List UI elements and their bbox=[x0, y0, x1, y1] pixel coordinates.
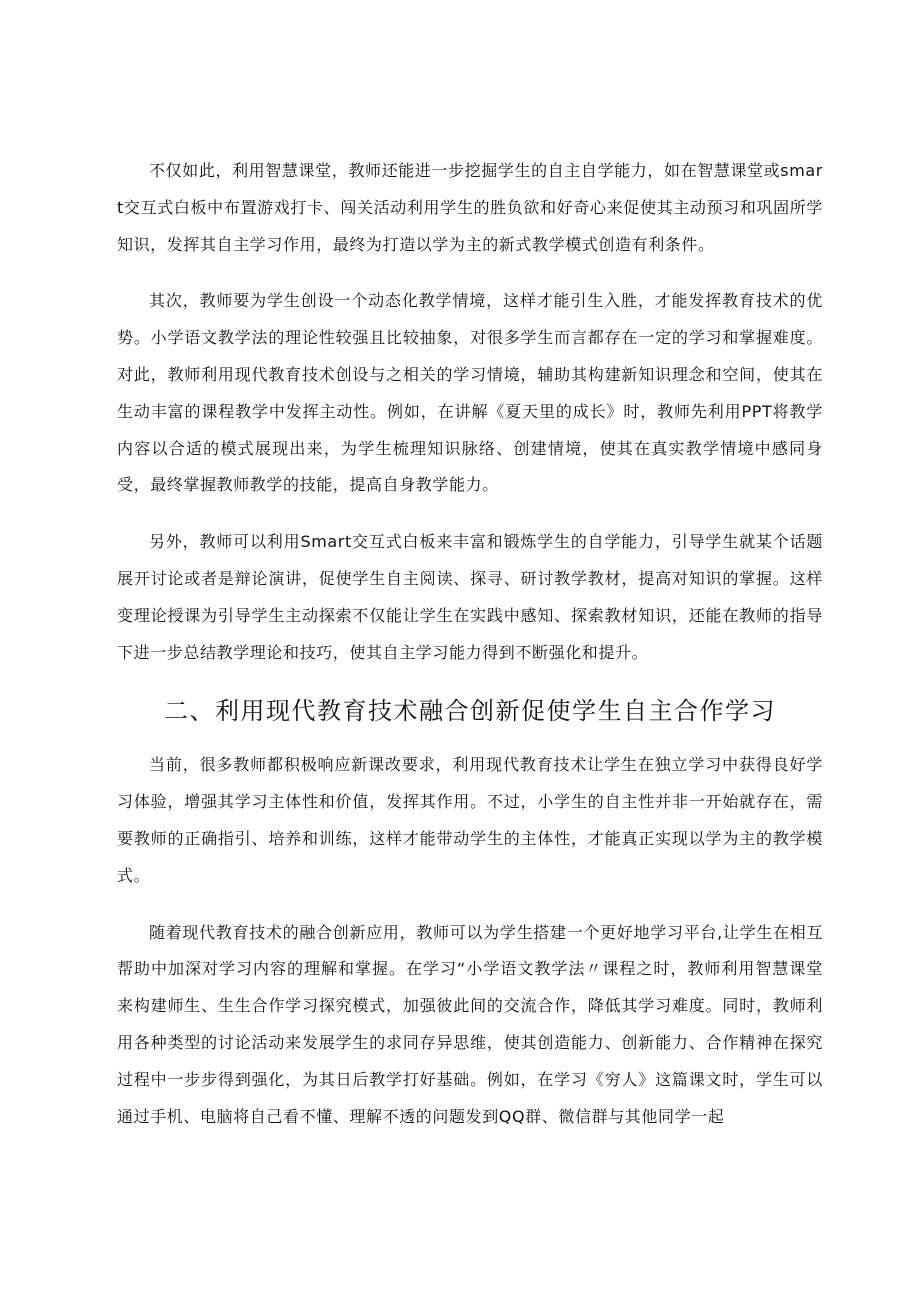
document-body bbox=[117, 153, 823, 1135]
paragraph-新课改要求: 当前，很多教师都积极响应新课改要求，利用现代教育技术让学生在独立学习中获得良好学习体验，增强其学习主体性和价值，发挥其作用。不过，小学生的自主性并非一开始就存在，需要教师的正确指引、培养和训练，这样才能带动学生的主体性，才能真正实现以学为主的教学模式。 bbox=[117, 755, 823, 885]
paragraph-智慧课堂-自主自学: 不仅如此，利用智慧课堂，教师还能进一步挖掘学生的自主自学能力，如在智慧课堂或smart交互式白板中布置游戏打卡、闯关活动利用学生的胜负欲和好奇心来促使其主动预习和巩固所学知识，发挥其自主学习作用，最终为打造以学为主的新式教学模式创造有利条件。 bbox=[117, 161, 823, 254]
paragraph-动态化教学情境: 其次，教师要为学生创设一个动态化教学情境，这样才能引生入胜，才能发挥教育技术的优势。小学语文教学法的理论性较强且比较抽象，对很多学生而言都存在一定的学习和掌握难度。对此，教师利用现代教育技术创设与之相关的学习情境，辅助其构建新知识理念和空间，使其在生动丰富的课程教学中发挥主动性。例如，在讲解《夏天里的成长》时，教师先利用PPT将教学内容以合适的模式展现出来，为学生梳理知识脉络、创建情境，使其在真实教学情境中感同身受，最终掌握教师教学的技能，提高自身教学能力。 bbox=[117, 291, 823, 495]
paragraph-融合创新应用: 随着现代教育技术的融合创新应用，教师可以为学生搭建一个更好地学习平台,让学生在相互帮助中加深对学习内容的理解和掌握。在学习“小学语文教学法〃课程之时，教师利用智慧课堂来构建师生、生生合作学习探究模式，加强彼此间的交流合作，降低其学习难度。同时，教师利用各种类型的讨论活动来发展学生的求同存异思维，使其创造能力、创新能力、合作精神在探究过程中一步步得到强化，为其日后教学打好基础。例如，在学习《穷人》这篇课文时，学生可以通过手机、电脑将自己看不懂、理解不透的问题发到QQ群、微信群与其他同学一起 bbox=[117, 922, 823, 1126]
section-heading: 二、利用现代教育技术融合创新促使学生自主合作学习 bbox=[164, 697, 776, 726]
paragraph-smart-交互式白板: 另外，教师可以利用Smart交互式白板来丰富和锻炼学生的自学能力，引导学生就某个话题展开讨论或者是辩论演讲，促使学生自主阅读、探寻、研讨教学教材，提高对知识的掌握。这样变理论授课为引导学生主动探索不仅能让学生在实践中感知、探索教材知识，还能在教师的指导下进一步总结教学理论和技巧，使其自主学习能力得到不断强化和提升。 bbox=[117, 532, 823, 662]
